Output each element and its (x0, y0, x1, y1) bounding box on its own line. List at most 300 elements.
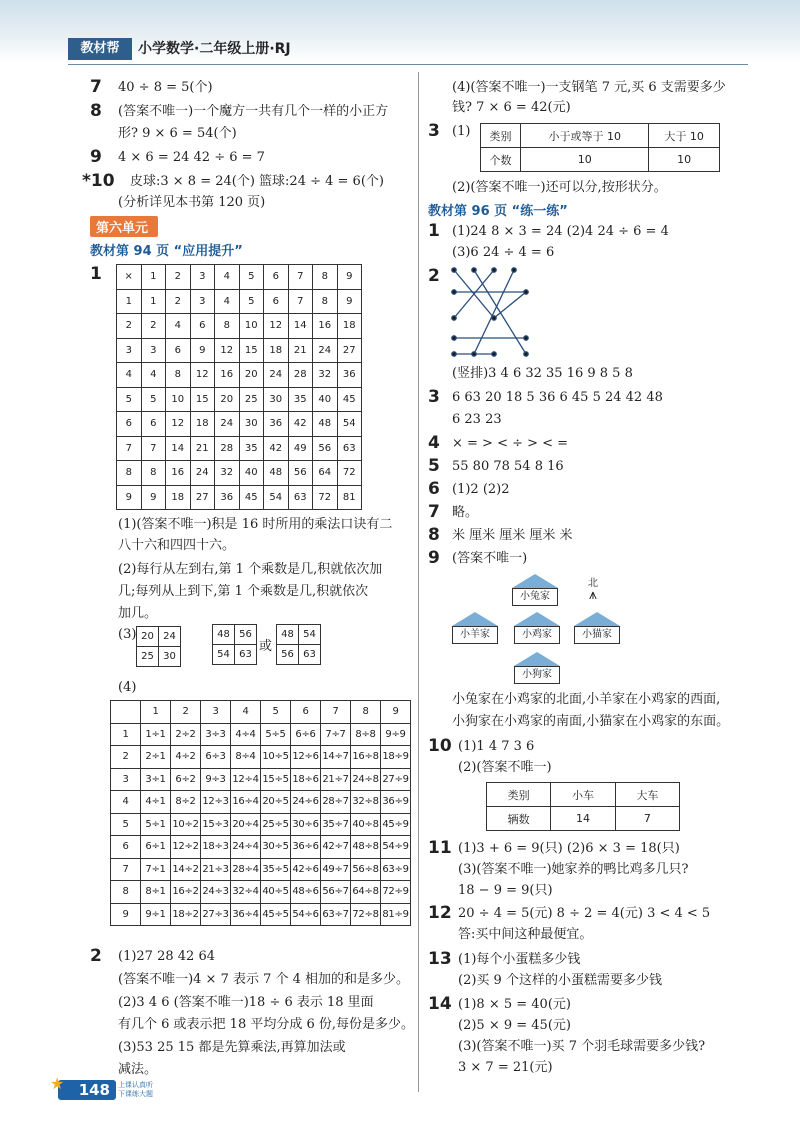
table-cell: 7 (288, 289, 313, 314)
r13-line2: (2)买 9 个这样的小蛋糕需要多少钱 (458, 973, 662, 988)
table-cell: 48÷6 (291, 881, 321, 904)
table-cell: 14 (288, 314, 313, 339)
r11-line2: (3)(答案不唯一)她家养的鸭比鸡多几只? (458, 862, 689, 877)
table-cell: 1 (141, 701, 171, 724)
q7-answer: 40 ÷ 8 = 5(个) (118, 80, 213, 95)
q10-line2: (分析详见本书第 120 页) (118, 195, 266, 210)
r10-table (486, 782, 680, 831)
table-cell: 40 (239, 461, 264, 486)
table-cell: 10 (649, 148, 720, 172)
table-cell: 63÷9 (381, 858, 411, 881)
table-cell: 28 (288, 363, 313, 388)
table-cell: 63 (288, 485, 313, 510)
table-cell: 8 (351, 701, 381, 724)
table-cell: 28 (215, 436, 240, 461)
table-cell: 72÷8 (351, 903, 381, 926)
table-cell: 24 (215, 412, 240, 437)
table-cell: 54÷9 (381, 836, 411, 859)
brand-label: 教材帮 (68, 38, 132, 60)
table-cell: 9 (190, 338, 215, 363)
table-cell: 18÷9 (381, 746, 411, 769)
table-cell: 48 (213, 625, 235, 645)
table-cell: 56 (235, 625, 257, 645)
q2-line1: (1)27 28 42 64 (118, 949, 215, 964)
table-cell: 30÷6 (291, 813, 321, 836)
table-cell: 45 (337, 387, 362, 412)
r2-number: 2 (428, 266, 440, 286)
table-row (277, 645, 321, 665)
table-cell: 12÷4 (231, 768, 261, 791)
box-b (212, 624, 257, 665)
r2-sort: (竖排)3 4 6 32 35 16 9 8 5 8 (452, 366, 633, 381)
table-cell: 63 (235, 645, 257, 665)
table-row (487, 807, 680, 831)
r14-line4: 3 × 7 = 21(元) (458, 1060, 553, 1075)
table-cell: 56 (313, 436, 338, 461)
r11-line1: (1)3 + 6 = 9(只) (2)6 × 3 = 18(只) (458, 841, 680, 856)
r9-label: (答案不唯一) (452, 551, 528, 566)
table-cell: 14÷2 (171, 858, 201, 881)
table-cell: 63 (337, 436, 362, 461)
table-cell: 36÷6 (291, 836, 321, 859)
table-cell: 类别 (481, 124, 521, 148)
table-cell: 9 (337, 265, 362, 290)
q8-number: 8 (90, 101, 102, 121)
table-row (481, 148, 720, 172)
table-cell: 64÷8 (351, 881, 381, 904)
table-cell: 48 (313, 412, 338, 437)
table-row (137, 627, 181, 647)
table-cell: 4 (111, 791, 141, 814)
table-row (117, 265, 362, 290)
table-cell: 18÷3 (201, 836, 231, 859)
table-row (277, 625, 321, 645)
q1-number: 1 (90, 264, 102, 284)
r-q3-label: (1) (452, 124, 471, 139)
table-row (111, 881, 411, 904)
table-cell: 2 (171, 701, 201, 724)
table-cell: 56 (288, 461, 313, 486)
table-cell: 3 (117, 338, 142, 363)
table-cell: 类别 (487, 783, 551, 807)
table-cell: 81 (337, 485, 362, 510)
table-cell: 6÷1 (141, 836, 171, 859)
table-cell: 4 (215, 265, 240, 290)
table-cell: 42÷6 (291, 858, 321, 881)
table-cell: 32 (215, 461, 240, 486)
table-row (117, 289, 362, 314)
table-cell: 25 (239, 387, 264, 412)
table-cell: 6 (190, 314, 215, 339)
table-cell: 18 (337, 314, 362, 339)
table-cell: 10 (521, 148, 649, 172)
table-cell: 9 (381, 701, 411, 724)
footer-tag-line1: 上课认真听 (118, 1081, 153, 1089)
table-cell: 2 (141, 314, 166, 339)
table-row (213, 645, 257, 665)
table-cell: 9 (111, 903, 141, 926)
table-cell: 35÷5 (261, 858, 291, 881)
table-cell: 6 (117, 412, 142, 437)
table-cell: 16÷8 (351, 746, 381, 769)
table-cell: 6÷6 (291, 723, 321, 746)
table-cell: 8 (141, 461, 166, 486)
footer-tag-line2: 下课练大题 (118, 1090, 153, 1098)
table-row (213, 625, 257, 645)
table-cell: 49 (288, 436, 313, 461)
table-cell: 27÷3 (201, 903, 231, 926)
q8-line1: (答案不唯一)一个魔方一共有几个一样的小正方 (118, 104, 389, 119)
north-label: 北 (588, 578, 598, 589)
table-cell: 6 (111, 836, 141, 859)
r10-number: 10 (428, 736, 452, 756)
table-cell: 6 (166, 338, 191, 363)
table-cell: 3÷1 (141, 768, 171, 791)
table-cell: 36÷4 (231, 903, 261, 926)
q7-number: 7 (90, 77, 102, 97)
p2-line3: 加几。 (118, 606, 158, 621)
r9-line1: 小兔家在小鸡家的北面,小羊家在小鸡家的西面, (452, 692, 721, 707)
table-cell: 24 (313, 338, 338, 363)
r14-line3: (3)(答案不唯一)买 7 个羽毛球需要多少钱? (458, 1039, 706, 1054)
r-q4-line2: 钱? 7 × 6 = 42(元) (452, 100, 571, 115)
table-cell: 7 (141, 436, 166, 461)
table-cell: 3 (111, 768, 141, 791)
table-cell: 30 (264, 387, 289, 412)
table-cell: 2 (111, 746, 141, 769)
table-cell: 35 (288, 387, 313, 412)
r11-line3: 18 − 9 = 9(只) (458, 883, 553, 898)
q2-number: 2 (90, 946, 102, 966)
table-cell: 56÷8 (351, 858, 381, 881)
table-cell: 4 (117, 363, 142, 388)
table-cell: 20 (215, 387, 240, 412)
table-cell: 6÷3 (201, 746, 231, 769)
q8-line2: 形? 9 × 6 = 54(个) (118, 126, 237, 141)
table-cell: 24÷3 (201, 881, 231, 904)
table-cell: 7÷7 (321, 723, 351, 746)
table-cell: 12 (190, 363, 215, 388)
r8-answer: 米 厘米 厘米 厘米 米 (452, 528, 573, 543)
q2-line2: (答案不唯一)4 × 7 表示 7 个 4 相加的和是多少。 (118, 972, 410, 987)
table-cell: 10 (239, 314, 264, 339)
table-cell: 36÷9 (381, 791, 411, 814)
table-cell: 4 (166, 314, 191, 339)
table-cell: 27÷9 (381, 768, 411, 791)
house-chicken-label: 小鸡家 (514, 626, 560, 644)
table-cell: 15 (239, 338, 264, 363)
r13-line1: (1)每个小蛋糕多少钱 (458, 952, 581, 967)
p3-label: (3) (118, 627, 137, 642)
r4-answer: × = > < ÷ > < = (452, 436, 569, 451)
table-cell: 32÷4 (231, 881, 261, 904)
house-cat (574, 612, 620, 644)
table-cell: 10 (166, 387, 191, 412)
q9-number: 9 (90, 147, 102, 167)
page-number: 148 (58, 1080, 116, 1100)
r8-number: 8 (428, 525, 440, 545)
table-cell: 49÷7 (321, 858, 351, 881)
table-cell: 15÷5 (261, 768, 291, 791)
table-cell: 15 (190, 387, 215, 412)
table-cell: 6 (291, 701, 321, 724)
table-cell: 9÷9 (381, 723, 411, 746)
table-cell: 9÷1 (141, 903, 171, 926)
r14-number: 14 (428, 994, 452, 1014)
house-dog-label: 小狗家 (514, 666, 560, 684)
table-cell: 21 (190, 436, 215, 461)
table-cell: 12 (264, 314, 289, 339)
table-cell: 35÷7 (321, 813, 351, 836)
table-cell: 28÷7 (321, 791, 351, 814)
table-cell: 5 (111, 813, 141, 836)
r7-answer: 略。 (452, 505, 479, 520)
table-row (117, 363, 362, 388)
table-cell: 6 (264, 265, 289, 290)
table-cell: 16÷2 (171, 881, 201, 904)
table-cell: 7÷1 (141, 858, 171, 881)
table-cell: 4÷4 (231, 723, 261, 746)
table-cell: 4 (215, 289, 240, 314)
table-cell: 45 (239, 485, 264, 510)
section-title-94: 教材第 94 页 “应用提升” (90, 244, 243, 259)
table-cell: 14 (166, 436, 191, 461)
table-cell: 16 (215, 363, 240, 388)
table-cell: 27 (190, 485, 215, 510)
house-cat-label: 小猫家 (574, 626, 620, 644)
table-cell: 8÷4 (231, 746, 261, 769)
table-cell: 24 (190, 461, 215, 486)
table-cell: 1 (141, 265, 166, 290)
q2-line4: 有几个 6 或表示把 18 平均分成 6 份,每份是多少。 (118, 1017, 415, 1032)
table-row (111, 858, 411, 881)
table-cell: 小于或等于 10 (521, 124, 649, 148)
table-row (111, 813, 411, 836)
table-cell: 2 (166, 289, 191, 314)
table-row (111, 701, 411, 724)
table-cell: 8 (313, 289, 338, 314)
table-cell: 4 (141, 363, 166, 388)
table-cell: 54 (213, 645, 235, 665)
p4-label: (4) (118, 680, 137, 695)
table-cell: 56 (277, 645, 299, 665)
table-cell: 12 (166, 412, 191, 437)
house-sheep (452, 612, 498, 644)
r6-answer: (1)2 (2)2 (452, 482, 510, 497)
q10-line1: 皮球:3 × 8 = 24(个) 篮球:24 ÷ 4 = 6(个) (130, 174, 384, 189)
r12-line1: 20 ÷ 4 = 5(元) 8 ÷ 2 = 4(元) 3 < 4 < 5 (458, 906, 711, 921)
table-cell: 42 (288, 412, 313, 437)
table-cell: 27 (337, 338, 362, 363)
table-cell: 9 (337, 289, 362, 314)
table-cell: 32 (313, 363, 338, 388)
r6-number: 6 (428, 479, 440, 499)
table-cell: 8 (166, 363, 191, 388)
table-cell: 大于 10 (649, 124, 720, 148)
table-cell: 2 (117, 314, 142, 339)
r7-number: 7 (428, 502, 440, 522)
house-chicken (514, 612, 560, 644)
r1-number: 1 (428, 221, 440, 241)
table-cell: × (117, 265, 142, 290)
r5-answer: 55 80 78 54 8 16 (452, 459, 564, 474)
table-cell: 10÷2 (171, 813, 201, 836)
table-cell: 小车 (551, 783, 615, 807)
table-cell: 36 (215, 485, 240, 510)
table-cell: 48 (264, 461, 289, 486)
table-cell: 5÷1 (141, 813, 171, 836)
table-cell: 9 (141, 485, 166, 510)
table-cell: 16÷4 (231, 791, 261, 814)
table-cell: 20 (137, 627, 159, 647)
table-row (137, 647, 181, 667)
table-cell: 63÷7 (321, 903, 351, 926)
q2-line3: (2)3 4 6 (答案不唯一)18 ÷ 6 表示 18 里面 (118, 995, 374, 1010)
table-cell: 54 (299, 625, 321, 645)
table-cell: 个数 (481, 148, 521, 172)
table-cell: 24÷8 (351, 768, 381, 791)
q2-line5: (3)53 25 15 都是先算乘法,再算加法或 (118, 1040, 346, 1055)
table-cell: 30 (159, 647, 181, 667)
r5-number: 5 (428, 456, 440, 476)
table-row (481, 124, 720, 148)
table-cell: 24 (264, 363, 289, 388)
r12-line2: 答:买中间这种最便宜。 (458, 927, 593, 942)
table-cell: 81÷9 (381, 903, 411, 926)
q2-line6: 减法。 (118, 1062, 158, 1077)
table-cell: 5÷5 (261, 723, 291, 746)
r1-line2: (3)6 24 ÷ 4 = 6 (452, 245, 555, 260)
table-cell: 3 (141, 338, 166, 363)
p1-line2: 八十六和四四十六。 (118, 538, 236, 553)
table-cell: 16 (313, 314, 338, 339)
table-row (111, 791, 411, 814)
table-cell: 10÷5 (261, 746, 291, 769)
r14-line1: (1)8 × 5 = 40(元) (458, 997, 571, 1012)
table-cell: 20÷4 (231, 813, 261, 836)
table-cell: 6 (141, 412, 166, 437)
r10-line2: (2)(答案不唯一) (458, 760, 552, 775)
table-cell: 7 (615, 807, 679, 831)
r3-line2: 6 23 23 (452, 412, 502, 427)
table-cell: 21÷7 (321, 768, 351, 791)
table-row (111, 836, 411, 859)
table-cell: 18÷6 (291, 768, 321, 791)
table-cell: 7 (288, 265, 313, 290)
r9-number: 9 (428, 548, 440, 568)
table-cell: 5 (239, 289, 264, 314)
table-row (117, 387, 362, 412)
table-cell: 4÷2 (171, 746, 201, 769)
table-row (111, 768, 411, 791)
r4-number: 4 (428, 433, 440, 453)
table-cell: 14÷7 (321, 746, 351, 769)
r14-line2: (2)5 × 9 = 45(元) (458, 1018, 571, 1033)
table-cell: 8÷8 (351, 723, 381, 746)
table-cell (111, 701, 141, 724)
table-cell: 5 (117, 387, 142, 412)
table-cell: 36 (264, 412, 289, 437)
box-or: 或 (259, 639, 273, 654)
table-cell: 大车 (615, 783, 679, 807)
star-icon: ★ (50, 1074, 65, 1093)
section-title-96: 教材第 96 页 “练一练” (428, 204, 568, 219)
table-row (111, 746, 411, 769)
table-row (487, 783, 680, 807)
table-cell: 3 (190, 265, 215, 290)
table-cell: 20÷5 (261, 791, 291, 814)
table-row (117, 485, 362, 510)
table-cell: 9÷3 (201, 768, 231, 791)
unit-label: 第六单元 (90, 216, 158, 237)
r2-matching-diagram (446, 262, 536, 366)
table-cell: 3 (201, 701, 231, 724)
r-q3-table (480, 123, 720, 172)
table-cell: 1 (141, 289, 166, 314)
r-q3-number: 3 (428, 121, 440, 141)
table-cell: 2÷2 (171, 723, 201, 746)
table-cell: 8 (313, 265, 338, 290)
house-sheep-label: 小羊家 (452, 626, 498, 644)
table-row (111, 903, 411, 926)
table-row (117, 412, 362, 437)
table-cell: 16 (166, 461, 191, 486)
table-cell: 54 (264, 485, 289, 510)
multiplication-table (116, 264, 362, 510)
table-cell: 8 (111, 881, 141, 904)
house-dog (514, 652, 560, 684)
box-c (276, 624, 321, 665)
table-cell: 40÷8 (351, 813, 381, 836)
table-cell: 1 (111, 723, 141, 746)
table-cell: 12 (215, 338, 240, 363)
footer-tag (118, 1081, 153, 1099)
table-cell: 40÷5 (261, 881, 291, 904)
table-cell: 5 (239, 265, 264, 290)
table-cell: 72 (313, 485, 338, 510)
table-cell: 36 (337, 363, 362, 388)
table-cell: 63 (299, 645, 321, 665)
table-cell: 30÷5 (261, 836, 291, 859)
column-divider (418, 72, 419, 1092)
q9-answer: 4 × 6 = 24 42 ÷ 6 = 7 (118, 150, 265, 165)
table-cell: 35 (239, 436, 264, 461)
table-cell: 14 (551, 807, 615, 831)
house-rabbit (512, 574, 558, 606)
table-cell: 45÷9 (381, 813, 411, 836)
table-cell: 42÷7 (321, 836, 351, 859)
table-cell: 2÷1 (141, 746, 171, 769)
table-cell: 30 (239, 412, 264, 437)
book-title: 小学数学·二年级上册·RJ (138, 41, 291, 57)
table-cell: 54 (337, 412, 362, 437)
division-table (110, 700, 411, 926)
r13-number: 13 (428, 949, 452, 969)
table-cell: 8÷2 (171, 791, 201, 814)
table-row (111, 723, 411, 746)
table-cell: 25 (137, 647, 159, 667)
table-cell: 12÷3 (201, 791, 231, 814)
table-cell: 24÷6 (291, 791, 321, 814)
north-arrow-icon: ⩚ (589, 587, 597, 603)
p2-line1: (2)每行从左到右,第 1 个乘数是几,积就依次加 (118, 562, 383, 577)
r-q3-line2: (2)(答案不唯一)还可以分,按形状分。 (452, 180, 667, 195)
r10-line1: (1)1 4 7 3 6 (458, 739, 535, 754)
table-cell: 6÷2 (171, 768, 201, 791)
table-cell: 24 (159, 627, 181, 647)
table-cell: 18 (166, 485, 191, 510)
q10-number: *10 (82, 171, 115, 191)
